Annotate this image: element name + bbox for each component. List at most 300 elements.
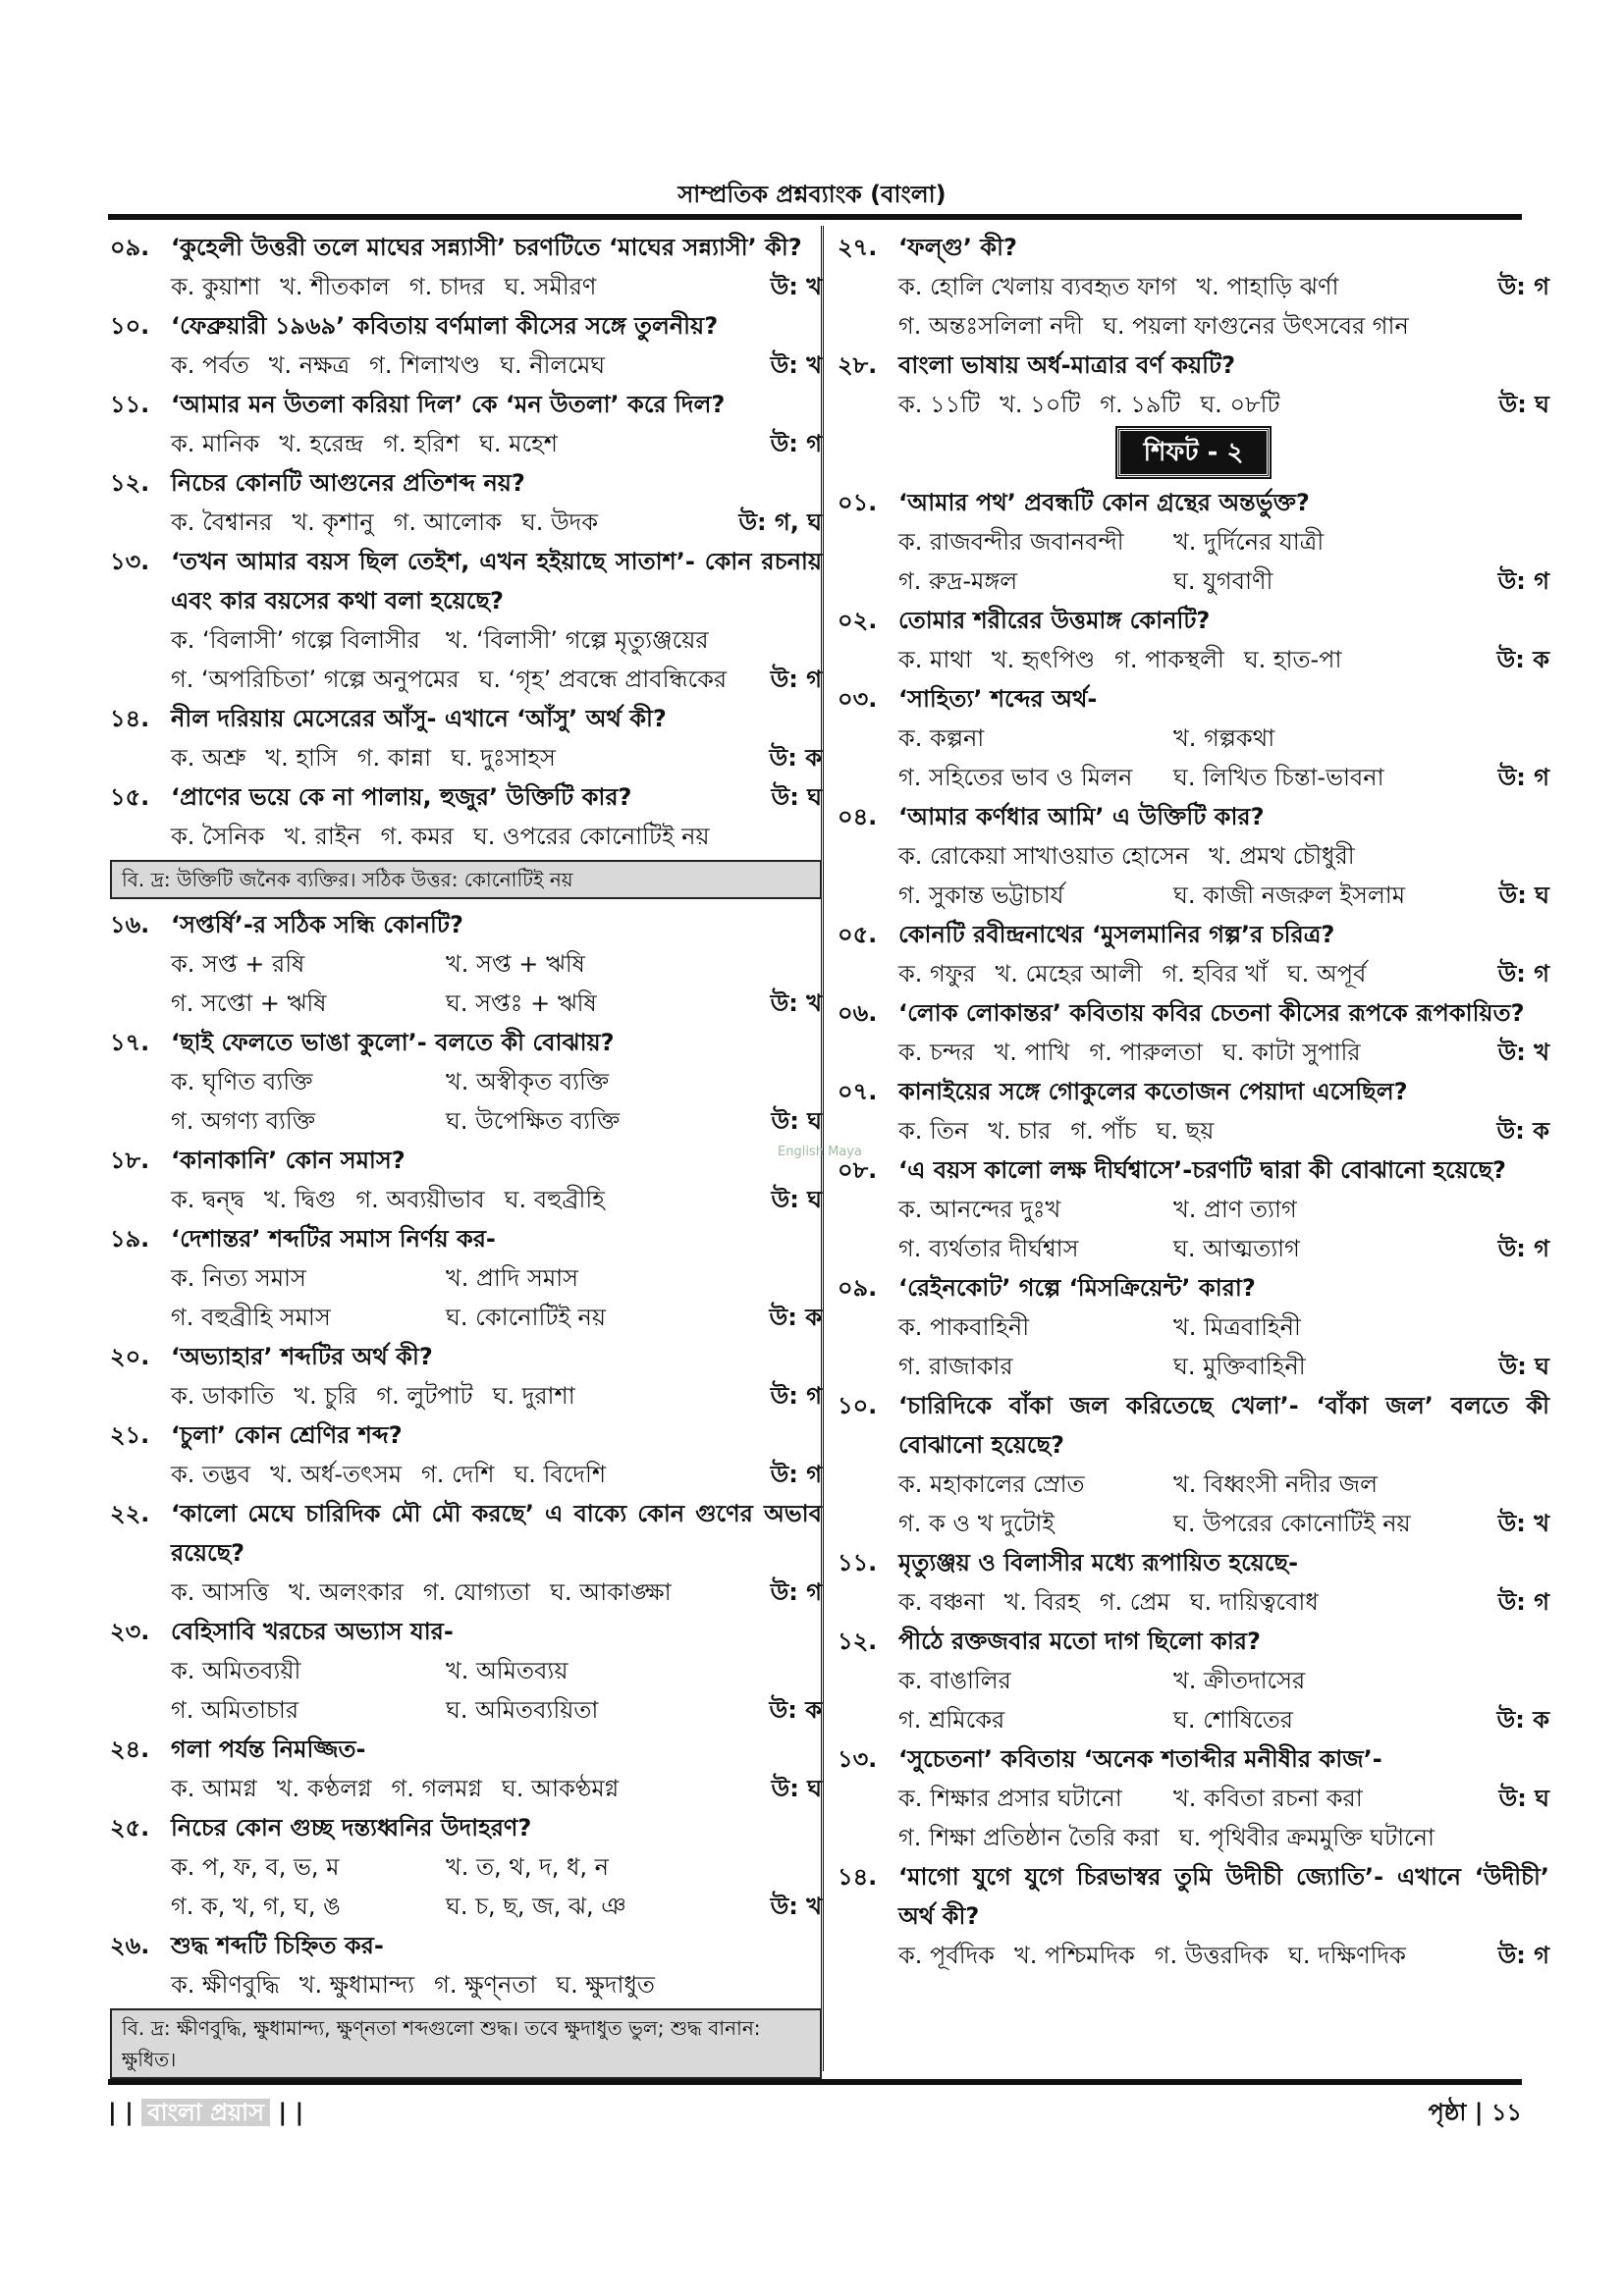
question-number: ০৭. — [838, 1078, 878, 1105]
option: গ. কান্না — [356, 744, 432, 772]
option: ক. সৈনিক — [171, 823, 265, 850]
question-text: মৃত্যুঞ্জয় ও বিলাসীর মধ্যে রূপায়িত হয়েছে- — [898, 1549, 1299, 1576]
options-row — [838, 1190, 1549, 1229]
options-row — [838, 306, 1549, 346]
option: গ. হরিশ — [383, 430, 460, 457]
option: গ. অমিতাচার — [171, 1696, 299, 1724]
option: গ. প্রেম — [1099, 1588, 1170, 1616]
options-row — [838, 1111, 1549, 1150]
question — [110, 228, 822, 267]
question-text: কোনটি রবীন্দ্রনাথের ‘মুসলমানির গল্প’র চরিত্র? — [898, 921, 1335, 948]
option: ক. সপ্ত + রষি — [171, 950, 305, 978]
option: গ. সপ্তো + ঋষি — [171, 989, 327, 1017]
question-number: ২৪. — [110, 1735, 150, 1763]
answer: উ: গ — [1497, 764, 1549, 791]
question-number: ২০. — [110, 1343, 150, 1370]
answer: উ: ঘ — [771, 1107, 822, 1135]
option: ঘ. আকাঙ্ক্ষা — [550, 1578, 672, 1606]
option: ঘ. নীলমেঘ — [500, 351, 606, 379]
question-text: ‘কানাকানি’ কোন সমাস? — [171, 1147, 406, 1174]
option: ক. পাকবাহিনী — [898, 1313, 1030, 1341]
option: খ. প্রাদি সমাস — [446, 1264, 578, 1292]
answer: উ: গ — [1497, 1235, 1549, 1262]
options-row — [838, 522, 1549, 561]
question-text: গলা পর্যন্ত নিমজ্জিত- — [171, 1735, 366, 1763]
options-row — [838, 1818, 1549, 1857]
options-row — [110, 1101, 822, 1141]
option: গ. শিলাখণ্ড — [369, 351, 481, 379]
options-row — [110, 1062, 822, 1101]
question-text: ‘চারিদিকে বাঁকা জল করিতেছে খেলা’- ‘বাঁকা জল’ বলতে কী বোঝানো হয়েছে? — [898, 1392, 1549, 1459]
question-text: বেহিসাবি খরচের অভ্যাস যার- — [171, 1618, 454, 1645]
question-number: ০১. — [838, 489, 878, 516]
question — [110, 1219, 822, 1258]
options-row — [110, 503, 822, 542]
option: ঘ. ক্ষুদাধুত — [556, 1971, 655, 1999]
question-number: ০৮. — [838, 1156, 878, 1184]
options-row — [110, 1887, 822, 1926]
option: খ. অমিতব্যয় — [446, 1657, 568, 1684]
question — [838, 1543, 1549, 1582]
question — [838, 797, 1549, 836]
question-text: ‘আমার মন উতলা করিয়া দিল’ কে ‘মন উতলা’ করে দিল? — [171, 391, 726, 418]
question-number: ১৩. — [838, 1745, 878, 1773]
option: ক. ১১টি — [898, 391, 981, 418]
question-number: ১১. — [110, 391, 150, 418]
question-text: ‘ছাই ফেলতে ভাঙা কুলো’- বলতে কী বোঝায়? — [171, 1029, 615, 1056]
options-row — [838, 1779, 1549, 1818]
option: ঘ. সমীরণ — [504, 273, 597, 300]
option: ক. নিত্য সমাস — [171, 1264, 306, 1292]
question-number: ০৪. — [838, 803, 878, 830]
option: খ. ‘বিলাসী’ গল্পে মৃত্যুঞ্জয়ের — [446, 626, 709, 654]
question-text: ‘ফেব্রুয়ারী ১৯৬৯’ কবিতায় বর্ণমালা কীসের সঙ্গে তুলনীয়? — [171, 312, 719, 340]
options-row — [110, 817, 822, 856]
question-text: ‘রেইনকোট’ গল্পে ‘মিসক্রিয়েন্ট’ কারা? — [898, 1274, 1256, 1302]
option: খ. কবিতা রচনা করা — [1173, 1785, 1363, 1812]
question-number: ২২. — [110, 1500, 150, 1527]
answer: উ: গ — [1497, 1942, 1549, 1969]
option: ঘ. সপ্তঃ + ঋষি — [446, 989, 597, 1017]
question — [110, 385, 822, 424]
question-text: তোমার শরীরের উত্তমাঙ্গ কোনটি? — [898, 607, 1211, 634]
question-number: ১৭. — [110, 1029, 150, 1056]
options-row — [110, 424, 822, 463]
answer: উ: ক — [1496, 646, 1549, 673]
footer-label: বাংলা প্রয়াস — [141, 2099, 270, 2126]
option: খ. চুরি — [294, 1382, 357, 1410]
option: গ. চাদর — [408, 273, 485, 300]
option: গ. ক, খ, গ, ঘ, ঙ — [171, 1893, 341, 1920]
question-text: ‘তখন আমার বয়স ছিল তেইশ, এখন হইয়াছে সাতাশ’- কোন রচনায় এবং কার বয়সের কথা বলা হয়েছে? — [171, 548, 822, 614]
options-row — [838, 1465, 1549, 1504]
question — [838, 1386, 1549, 1465]
option: ঘ. অপূর্ব — [1286, 960, 1367, 988]
question — [838, 679, 1549, 719]
left-column — [110, 228, 822, 2085]
question — [110, 1337, 822, 1376]
options-row — [110, 1180, 822, 1219]
question — [838, 483, 1549, 522]
option: ঘ. চ, ছ, জ, ঝ, ঞ — [446, 1893, 626, 1920]
question-number: ১২. — [838, 1628, 878, 1655]
option: ক. বঞ্চনা — [898, 1588, 985, 1616]
option: ক. মহাকালের স্রোত — [898, 1470, 1085, 1498]
options-row — [110, 1258, 822, 1298]
footer-bar-open: | | — [108, 2099, 134, 2126]
option: খ. কণ্ঠলগ্ন — [276, 1775, 372, 1802]
options-row — [110, 267, 822, 306]
option: ক. দ্বন্দ্ব — [171, 1186, 244, 1213]
question-number: ০৯. — [110, 234, 150, 261]
question-number: ১৫. — [110, 783, 150, 811]
option: ঘ. পৃথিবীর ক্রমমুক্তি ঘটানো — [1178, 1824, 1435, 1851]
option: গ. ১৯টি — [1100, 391, 1181, 418]
option: খ. নক্ষত্র — [268, 351, 351, 379]
options-row — [838, 267, 1549, 306]
option: ক. বৈশ্বানর — [171, 508, 273, 536]
options-row — [838, 876, 1549, 915]
options-row — [110, 1298, 822, 1337]
question-number: ১৪. — [838, 1863, 878, 1891]
answer: উ: ক — [1496, 1117, 1549, 1145]
option: ক. চন্দর — [898, 1039, 975, 1066]
option: ঘ. উপরের কোনোটিই নয় — [1173, 1510, 1411, 1537]
page-header-title: সাম্প্রতিক প্রশ্নব্যাংক (বাংলা) — [677, 181, 947, 208]
options-row — [838, 385, 1549, 424]
answer: উ: ঘ — [1498, 391, 1549, 418]
question-text: নীল দরিয়ায় মেসেরের আঁসু- এখানে ‘আঁসু’ অর্থ কী? — [171, 705, 667, 732]
question-text: ‘কুহেলী উত্তরী তলে মাঘের সন্ন্যাসী’ চরণটিতে ‘মাঘের সন্ন্যাসী’ কী? — [171, 234, 802, 261]
option: ক. আনন্দের দুঃখ — [898, 1196, 1061, 1223]
options-row — [838, 640, 1549, 679]
page-footer — [108, 2093, 1522, 2132]
question — [838, 228, 1549, 267]
option: ঘ. দক্ষিণদিক — [1288, 1942, 1406, 1969]
option: খ. অর্ধ-তৎসম — [270, 1461, 403, 1488]
option: ক. প, ফ, ব, ভ, ম — [171, 1853, 340, 1881]
option: ঘ. উপেক্ষিত ব্যক্তি — [446, 1107, 621, 1135]
option: খ. ক্ষুধামান্দ্য — [298, 1971, 415, 1999]
question-text: কানাইয়ের সঙ্গে গোকুলের কতোজন পেয়াদা এসেছিল? — [898, 1078, 1408, 1105]
question — [110, 1612, 822, 1651]
option: ক. তদ্ভব — [171, 1461, 251, 1488]
options-row — [838, 561, 1549, 601]
option: ঘ. পয়লা ফাগুনের উৎসবের গান — [1103, 312, 1409, 340]
question-number: ১২. — [110, 469, 150, 497]
shift-banner: শিফট - ২ — [1117, 428, 1271, 477]
options-row — [838, 1229, 1549, 1268]
question — [110, 1415, 822, 1455]
note-box: বি. দ্র: ক্ষীণবুদ্ধি, ক্ষুধামান্দ্য, ক্ষুণ্নতা শব্দগুলো শুদ্ধ। তবে ক্ষুদাধুত ভুল; শুদ্ধ বানান: ক্ষুধিত। — [110, 2008, 822, 2079]
answer: উ: গ — [1497, 273, 1549, 300]
question-number: ২৮. — [838, 351, 878, 379]
question-number: ১০. — [838, 1392, 878, 1419]
answer: উ: ক — [769, 1304, 822, 1331]
question-number: ০৩. — [838, 685, 878, 713]
answer: উ: ঘ — [771, 1775, 822, 1802]
options-row — [838, 1582, 1549, 1622]
options-row — [110, 1651, 822, 1690]
question-number: ২৩. — [110, 1618, 150, 1645]
question-text: ‘মাগো যুগে যুগে চিরভাস্বর তুমি উদীচী জ্যোতি’- এখানে ‘উদীচী’ অর্থ কী? — [898, 1863, 1549, 1930]
question — [110, 306, 822, 346]
question-text: ‘সাহিত্য’ শব্দের অর্থ- — [898, 685, 1098, 713]
answer: উ: খ — [770, 351, 822, 379]
options-row — [838, 1700, 1549, 1739]
option: খ. চার — [988, 1117, 1052, 1145]
option: ঘ. মুক্তিবাহিনী — [1173, 1353, 1306, 1380]
answer: উ: গ — [1497, 960, 1549, 988]
footer-left — [108, 2093, 303, 2132]
option: ক. পূর্বদিক — [898, 1942, 995, 1969]
question — [838, 1072, 1549, 1111]
question-number: ১৬. — [110, 911, 150, 938]
option: গ. পাঁচ — [1070, 1117, 1137, 1145]
options-row — [838, 954, 1549, 993]
option: গ. লুটপাট — [376, 1382, 473, 1410]
option: ঘ. দায়িত্ববোধ — [1189, 1588, 1319, 1616]
option: খ. পাহাড়ি ঝর্ণা — [1196, 273, 1339, 300]
question — [838, 993, 1549, 1033]
option: খ. হাসি — [265, 744, 338, 772]
question-text: পীঠে রক্তজবার মতো দাগ ছিলো কার? — [898, 1628, 1261, 1655]
option: ক. গফুর — [898, 960, 976, 988]
question — [838, 346, 1549, 385]
options-row — [110, 738, 822, 777]
answer: উ: ক — [769, 744, 822, 772]
option: খ. বিধ্বংসী নদীর জল — [1173, 1470, 1379, 1498]
option: ক. অশ্রু — [171, 744, 246, 772]
options-row — [110, 1455, 822, 1494]
option: ঘ. উদক — [520, 508, 599, 536]
answer: উ: গ — [770, 1382, 822, 1410]
option: গ. ব্যর্থতার দীর্ঘশ্বাস — [898, 1235, 1079, 1262]
answer: উ: গ — [770, 430, 822, 457]
option: ঘ. মহেশ — [479, 430, 558, 457]
option: গ. কমর — [380, 823, 454, 850]
option: ক. ডাকাতি — [171, 1382, 275, 1410]
section-banner-wrap — [838, 428, 1549, 477]
option: গ. বহুব্রীহি সমাস — [171, 1304, 331, 1331]
option: ক. কুয়াশা — [171, 273, 261, 300]
question-text: নিচের কোনটি আগুনের প্রতিশব্দ নয়? — [171, 469, 525, 497]
watermark-text: English Maya — [778, 1145, 862, 1159]
option: ক. কল্পনা — [898, 724, 985, 752]
option: গ. যোগ্যতা — [422, 1578, 531, 1606]
answer: উ: ঘ — [771, 783, 822, 811]
question-number: ১০. — [110, 312, 150, 340]
question-text: বাংলা ভাষায় অর্ধ-মাত্রার বর্ণ কয়টি? — [898, 351, 1236, 379]
option: ঘ. কোনোটিই নয় — [446, 1304, 607, 1331]
question — [110, 777, 822, 817]
option: ঘ. অমিতব্যয়িতা — [446, 1696, 599, 1724]
question-number: ১৪. — [110, 705, 150, 732]
options-row — [838, 719, 1549, 758]
option: ক. ঘৃণিত ব্যক্তি — [171, 1068, 313, 1095]
option: খ. ১০টি — [1000, 391, 1081, 418]
option: ক. ক্ষীণবুদ্ধি — [171, 1971, 280, 1999]
question-text: ‘সুচেতনা’ কবিতায় ‘অনেক শতাব্দীর মনীষীর কাজ’- — [898, 1745, 1382, 1773]
options-row — [110, 944, 822, 984]
question — [110, 1926, 822, 1965]
options-row — [110, 1847, 822, 1887]
question — [110, 699, 822, 738]
option: গ. ক ও খ দুটোই — [898, 1510, 1055, 1537]
option: খ. প্রাণ ত্যাগ — [1173, 1196, 1297, 1223]
question-text: ‘দেশান্তর’ শব্দটির সমাস নির্ণয় কর- — [171, 1225, 496, 1253]
answer: উ: ঘ — [771, 1186, 822, 1213]
option: ঘ. আকণ্ঠমগ্ন — [501, 1775, 620, 1802]
option: ক. মাথা — [898, 646, 972, 673]
question — [110, 1494, 822, 1573]
answer: উ: গ — [770, 1461, 822, 1488]
option: খ. সপ্ত + ঋষি — [446, 950, 585, 978]
option: গ. শিক্ষা প্রতিষ্ঠান তৈরি করা — [898, 1824, 1160, 1851]
option: ঘ. কাজী নজরুল ইসলাম — [1173, 881, 1406, 909]
option: খ. হৃৎপিণ্ড — [991, 646, 1096, 673]
question-text: ‘আমার কর্ণধার আমি’ এ উক্তিটি কার? — [898, 803, 1265, 830]
question-number: ২৬. — [110, 1932, 150, 1959]
option: ঘ. দুঃসাহস — [451, 744, 556, 772]
option: ক. বাঙালির — [898, 1667, 1011, 1694]
question-text: ‘আমার পথ’ প্রবন্ধটি কোন গ্রন্থের অন্তর্ভুক্ত? — [898, 489, 1310, 516]
question-number: ১৮. — [110, 1147, 150, 1174]
options-row — [838, 1347, 1549, 1386]
question-text: ‘চুলা’ কোন শ্রেণির শব্দ? — [171, 1421, 403, 1449]
options-row — [110, 984, 822, 1023]
footer-rule — [108, 2079, 1522, 2085]
options-row — [838, 1504, 1549, 1543]
option: খ. বিরহ — [1003, 1588, 1080, 1616]
option: ক. মানিক — [171, 430, 260, 457]
option: ক. শিক্ষার প্রসার ঘটানো — [898, 1785, 1122, 1812]
option: ক. পর্বত — [171, 351, 249, 379]
options-row — [110, 620, 822, 660]
option: খ. পাখি — [994, 1039, 1070, 1066]
option: ঘ. ছয় — [1156, 1117, 1215, 1145]
option: ঘ. ‘গৃহ’ প্রবন্ধে প্রাবন্ধিকের — [478, 666, 728, 693]
option: গ. সুকান্ত ভট্টাচার্য — [898, 881, 1064, 909]
option: গ. গলমগ্ন — [391, 1775, 482, 1802]
option: গ. অব্যয়ীভাব — [355, 1186, 485, 1213]
options-row — [838, 758, 1549, 797]
options-row — [110, 660, 822, 699]
question — [838, 915, 1549, 954]
option: খ. অলংকার — [288, 1578, 404, 1606]
option: খ. পশ্চিমদিক — [1013, 1942, 1135, 1969]
option: খ. অস্বীকৃত ব্যক্তি — [446, 1068, 610, 1095]
answer: উ: ক — [1496, 1706, 1549, 1734]
question — [838, 1622, 1549, 1661]
footer-bar-close: | | — [278, 2099, 304, 2126]
question — [110, 905, 822, 944]
option: খ. দ্বিগু — [263, 1186, 337, 1213]
option: গ. রাজাকার — [898, 1353, 1013, 1380]
question — [838, 1150, 1549, 1190]
question — [838, 1739, 1549, 1779]
question — [110, 463, 822, 503]
question-number: ২৫. — [110, 1814, 150, 1842]
option: ঘ. ০৮টি — [1200, 391, 1280, 418]
question-number: ২১. — [110, 1421, 150, 1449]
options-row — [838, 836, 1549, 876]
option: ঘ. বহুব্রীহি — [504, 1186, 605, 1213]
question-number: ১১. — [838, 1549, 878, 1576]
option: ঘ. ওপরের কোনোটিই নয় — [472, 823, 710, 850]
header-rule — [108, 214, 1522, 220]
options-row — [110, 1690, 822, 1730]
question — [838, 1857, 1549, 1936]
question-number: ০৯. — [838, 1274, 878, 1302]
answer: উ: গ, ঘ — [738, 508, 822, 536]
option: গ. হবির খাঁ — [1162, 960, 1268, 988]
answer: উ: ক — [769, 1696, 822, 1724]
answer: উ: খ — [770, 989, 822, 1017]
question-text: ‘এ বয়স কালো লক্ষ দীর্ঘশ্বাসে’-চরণটি দ্বারা কী বোঝানো হয়েছে? — [898, 1156, 1506, 1184]
question-text: ‘কালো মেঘে চারিদিক মৌ মৌ করছে’ এ বাক্যে কোন গুণের অভাব রয়েছে? — [171, 1500, 822, 1567]
answer: উ: খ — [1497, 1039, 1549, 1066]
option: গ. রুদ্র-মঙ্গল — [898, 567, 1018, 595]
question — [110, 1023, 822, 1062]
option: ঘ. হাত-পা — [1243, 646, 1342, 673]
question-text: ‘লোক লোকান্তর’ কবিতায় কবির চেতনা কীসের রূপকে রূপকায়িত? — [898, 999, 1525, 1027]
option: খ. শীতকাল — [280, 273, 390, 300]
answer: উ: গ — [1497, 1588, 1549, 1616]
answer: উ: গ — [770, 1578, 822, 1606]
option: ক. অমিতব্যয়ী — [171, 1657, 301, 1684]
options-row — [838, 1661, 1549, 1700]
option: গ. দেশি — [421, 1461, 495, 1488]
option: গ. পারুলতা — [1089, 1039, 1203, 1066]
option: গ. ক্ষুণ্নতা — [434, 1971, 537, 1999]
answer: উ: গ — [770, 666, 822, 693]
question-number: ২৭. — [838, 234, 878, 261]
options-row — [838, 1936, 1549, 1975]
answer: উ: ঘ — [1498, 881, 1549, 909]
options-row — [838, 1308, 1549, 1347]
option: খ. ক্রীতদাসের — [1173, 1667, 1306, 1694]
option: ঘ. লিখিত চিন্তা-ভাবনা — [1173, 764, 1384, 791]
option: গ. উত্তরদিক — [1154, 1942, 1270, 1969]
options-row — [110, 1573, 822, 1612]
question-text: শুদ্ধ শব্দটি চিহ্নিত কর- — [171, 1932, 384, 1959]
question-text: ‘ফল্গু’ কী? — [898, 234, 1017, 261]
option: গ. পাকস্থলী — [1114, 646, 1224, 673]
option: ঘ. কাটা সুপারি — [1221, 1039, 1361, 1066]
question — [110, 1808, 822, 1847]
right-column — [838, 228, 1549, 1975]
question-number: ০৫. — [838, 921, 878, 948]
option: খ. প্রমথ চৌধুরী — [1209, 842, 1355, 870]
question — [110, 1141, 822, 1180]
option: ক. আসত্তি — [171, 1578, 269, 1606]
answer: উ: খ — [770, 273, 822, 300]
answer: উ: গ — [1497, 567, 1549, 595]
option: ক. রাজবন্দীর জবানবন্দী — [898, 528, 1124, 556]
note-box: বি. দ্র: উক্তিটি জনৈক ব্যক্তির। সঠিক উত্তর: কোনোটিই নয় — [110, 860, 822, 899]
option: খ. রাইন — [284, 823, 361, 850]
option: ক. তিন — [898, 1117, 969, 1145]
page-number: পৃষ্ঠা | ১১ — [1428, 2099, 1522, 2126]
question-number: ০৬. — [838, 999, 878, 1027]
question — [110, 1730, 822, 1769]
option: গ. ‘অপরিচিতা’ গল্পে অনুপমের — [171, 666, 460, 693]
option: ঘ. শোষিতের — [1173, 1706, 1293, 1734]
question — [110, 542, 822, 620]
option: ঘ. আত্মত্যাগ — [1173, 1235, 1300, 1262]
option: গ. অগণ্য ব্যক্তি — [171, 1107, 316, 1135]
